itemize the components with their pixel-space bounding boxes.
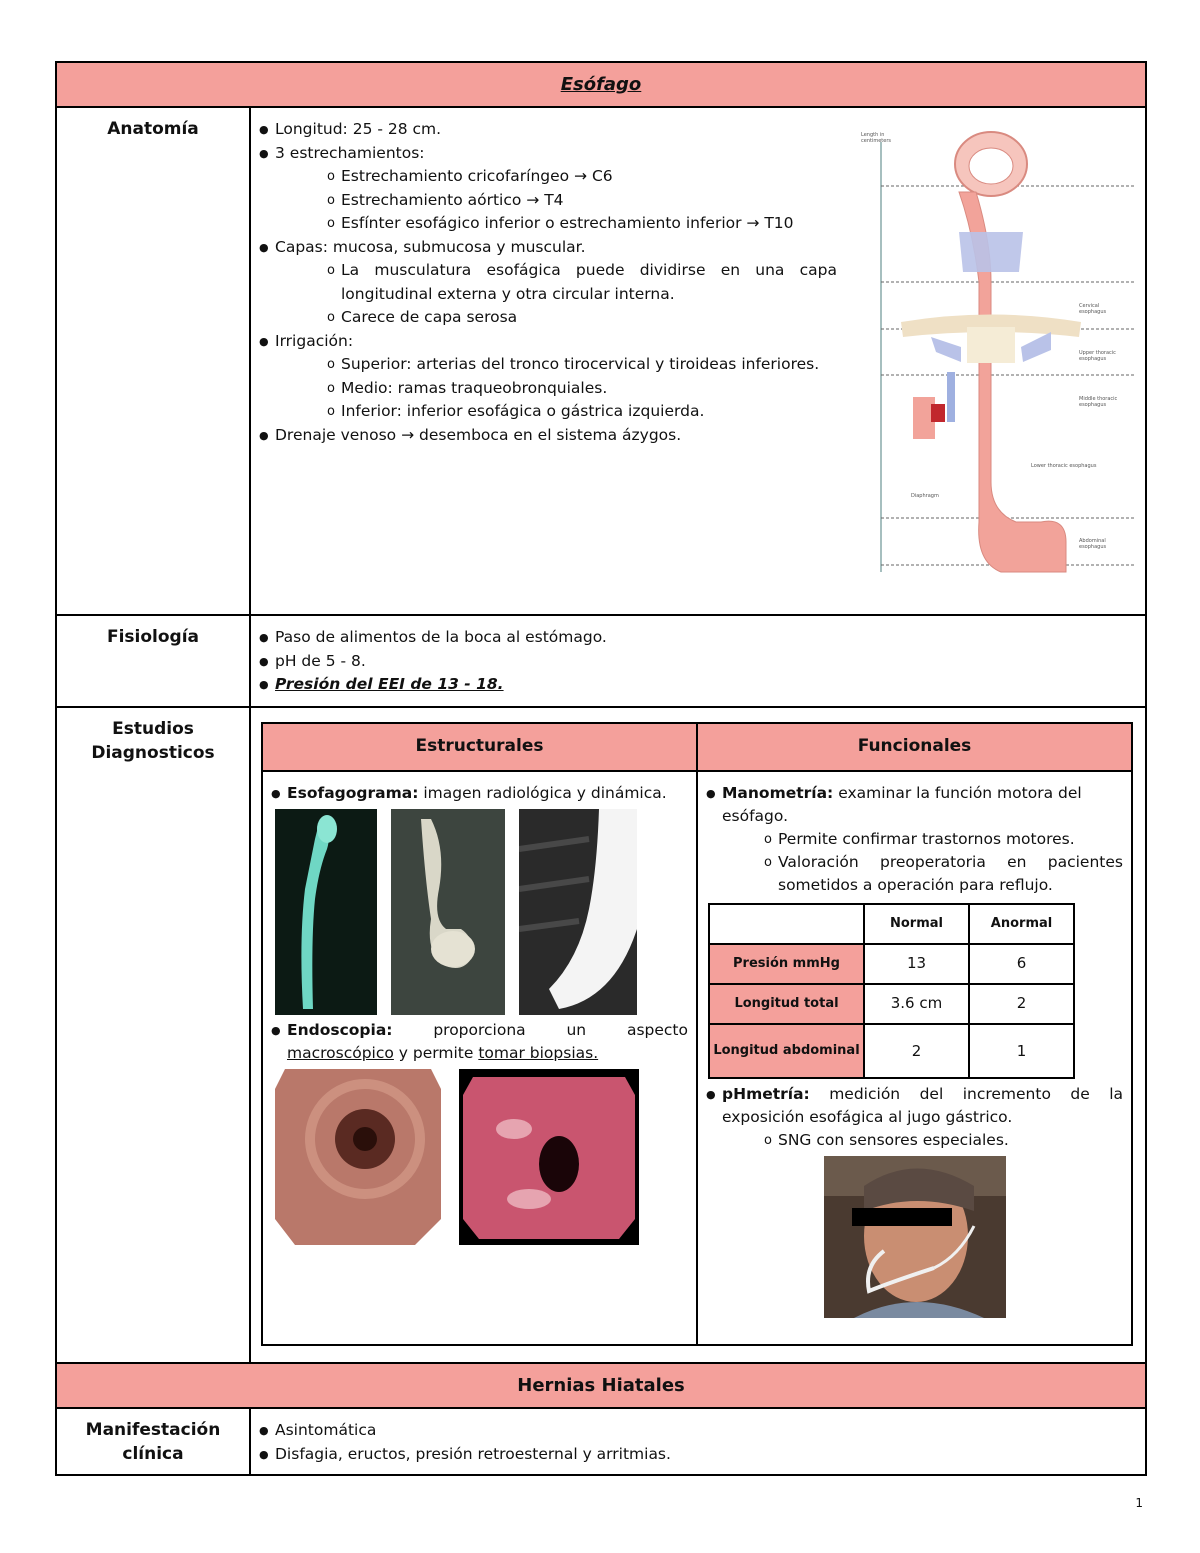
endoscopy-image-2 [459, 1069, 639, 1245]
svg-text:esophagus: esophagus [1079, 356, 1107, 362]
column-header-normal: Normal [864, 904, 969, 944]
phmetry-patient-photo [824, 1156, 1006, 1318]
row-anatomia [57, 108, 1145, 616]
row-manifestacion [57, 1409, 1145, 1474]
list-item: ● Longitud: 25 - 28 cm. [259, 118, 837, 142]
table-cell: 2 [969, 984, 1074, 1024]
xray-image-2 [391, 809, 505, 1015]
list-item: ● Asintomática [259, 1419, 1137, 1443]
column-funcionales [698, 772, 1131, 1345]
svg-text:Length in: Length in [861, 132, 885, 138]
content-manifestacion [251, 1409, 1145, 1474]
label-anatomia: Anatomía [57, 108, 251, 614]
xray-image-1 [275, 809, 377, 1015]
list-item: o Estrechamiento cricofaríngeo → C6 [275, 165, 837, 189]
table-row [709, 944, 1074, 984]
list-item: o Esfínter esofágico inferior o estrechamiento inferior → T10 [275, 212, 837, 236]
list-item: o Inferior: inferior esofágica o gástrica izquierda. [275, 400, 837, 424]
table-cell: 13 [864, 944, 969, 984]
svg-text:Upper thoracic: Upper thoracic [1079, 350, 1116, 356]
list-item: o La musculatura esofágica puede dividirse en una capa longitudinal externa y otra circular interna. [275, 259, 837, 306]
anatomia-list [259, 118, 837, 447]
table-row [709, 1024, 1074, 1078]
list-item: o Estrechamiento aórtico → T4 [275, 189, 837, 213]
manometry-values-table [708, 903, 1075, 1079]
studies-table [261, 722, 1133, 1346]
list-item: o SNG con sensores especiales. [712, 1129, 1123, 1152]
document-table [55, 61, 1147, 1476]
list-item: ● Capas: mucosa, submucosa y muscular. o La musculatura esofágica puede dividirse en una capa longitudinal externa y otra circular interna. o Carece de capa serosa [259, 236, 837, 330]
list-item: ● Endoscopia: proporciona un aspecto macroscópico y permite tomar biopsias. [271, 1019, 688, 1065]
esophagus-anatomy-illustration [851, 122, 1135, 582]
row-header: Longitud abdominal [709, 1024, 864, 1078]
xray-image-3 [519, 809, 637, 1015]
label-fisiologia: Fisiología [57, 616, 251, 706]
endoscopy-image-1 [275, 1069, 441, 1245]
esofagograma-images [275, 809, 688, 1015]
svg-text:esophagus: esophagus [1079, 544, 1107, 550]
label-manifestacion: Manifestación clínica [57, 1409, 251, 1474]
row-estudios [57, 708, 1145, 1364]
list-item: ● Esofagograma: imagen radiológica y dinámica. [271, 782, 688, 805]
content-estudios [251, 708, 1145, 1362]
svg-text:Diaphragm: Diaphragm [911, 493, 939, 499]
list-item: o Superior: arterias del tronco tirocervical y tiroideas inferiores. [275, 353, 837, 377]
list-item: ● Presión del EEI de 13 - 18. [259, 673, 1137, 697]
svg-text:esophagus: esophagus [1079, 402, 1107, 408]
row-fisiologia [57, 616, 1145, 708]
page-number: 1 [1135, 1496, 1143, 1510]
list-item: o Valoración preoperatoria en pacientes sometidos a operación para reflujo. [712, 851, 1123, 897]
list-item: o Permite confirmar trastornos motores. [712, 828, 1123, 851]
content-fisiologia [251, 616, 1145, 706]
endoscopia-images [275, 1069, 688, 1245]
row-header: Longitud total [709, 984, 864, 1024]
list-item: o Carece de capa serosa [275, 306, 837, 330]
svg-text:Middle thoracic: Middle thoracic [1079, 396, 1118, 402]
content-anatomia [251, 108, 1145, 614]
svg-text:esophagus: esophagus [1079, 309, 1107, 315]
list-item: ● pHmetría: medición del incremento de la exposición esofágica al jugo gástrico. o SNG con sensores especiales. [706, 1083, 1123, 1152]
table-row [709, 984, 1074, 1024]
list-item: ● pH de 5 - 8. [259, 650, 1137, 674]
list-item: ● Paso de alimentos de la boca al estómago. [259, 626, 1137, 650]
table-cell: 6 [969, 944, 1074, 984]
svg-text:Cervical: Cervical [1079, 303, 1100, 309]
list-item: ● Manometría: examinar la función motora del esófago. o Permite confirmar trastornos motores. o Valoración preoperatoria en pacientes sometidos a operación para reflujo. [706, 782, 1123, 897]
row-header: Presión mmHg [709, 944, 864, 984]
column-estructurales [263, 772, 698, 1345]
table-cell: 3.6 cm [864, 984, 969, 1024]
section-title-hernias: Hernias Hiatales [57, 1364, 1145, 1409]
table-row [709, 904, 1074, 944]
list-item: ● Drenaje venoso → desemboca en el sistema ázygos. [259, 424, 837, 448]
table-cell: 1 [969, 1024, 1074, 1078]
header-funcionales: Funcionales [698, 724, 1131, 770]
list-item: ● 3 estrechamientos: o Estrechamiento cricofaríngeo → C6 o Estrechamiento aórtico → T4 o Esfínter esofágico inferior o estrechamiento inferior → T10 [259, 142, 837, 236]
header-estructurales: Estructurales [263, 724, 698, 770]
label-estudios: Estudios Diagnosticos [57, 708, 251, 1362]
svg-text:centimeters: centimeters [861, 138, 891, 144]
list-item: o Medio: ramas traqueobronquiales. [275, 377, 837, 401]
list-item: ● Disfagia, eructos, presión retroesternal y arritmias. [259, 1443, 1137, 1467]
column-header-anormal: Anormal [969, 904, 1074, 944]
svg-text:Abdominal: Abdominal [1079, 538, 1106, 544]
svg-text:Lower thoracic esophagus: Lower thoracic esophagus [1031, 463, 1097, 469]
list-item: ● Irrigación: o Superior: arterias del tronco tirocervical y tiroideas inferiores. o Medio: ramas traqueobronquiales. o Inferior: inferior esofágica o gástrica izquierda. [259, 330, 837, 424]
section-title-esofago: Esófago [57, 63, 1145, 108]
table-cell: 2 [864, 1024, 969, 1078]
